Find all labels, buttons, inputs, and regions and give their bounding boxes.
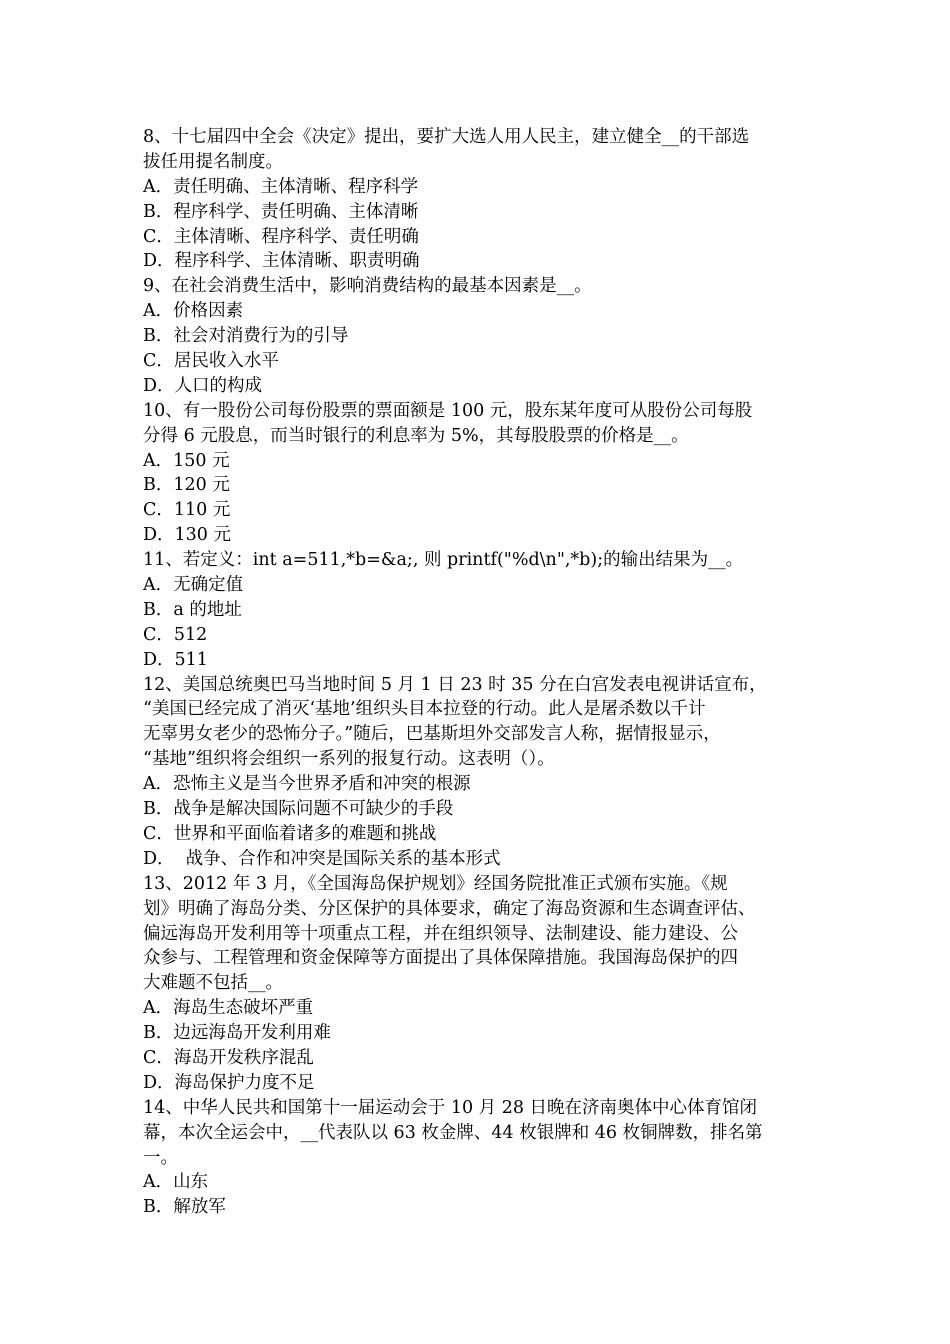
question-stem-line: 13、2012 年 3 月，《全国海岛保护规划》经国务院批准正式颁布实施。《规: [143, 873, 728, 894]
option-c: C．海岛开发秩序混乱: [143, 1047, 314, 1068]
option-d: D．海岛保护力度不足: [143, 1072, 315, 1093]
question-stem-line: 划》明确了海岛分类、分区保护的具体要求，确定了海岛资源和生态调查评估、: [143, 898, 756, 919]
option-d: D．人口的构成: [143, 375, 263, 396]
option-a: A．海岛生态破坏严重: [143, 998, 314, 1019]
question-stem-line: 众参与、工程管理和资金保障等方面提出了具体保障措施。我国海岛保护的四: [143, 948, 738, 969]
question-stem-line: 一。: [143, 1147, 178, 1168]
question-stem-line: 幕，本次全运会中，__代表队以 63 枚金牌、44 枚银牌和 46 枚铜牌数，排名第: [143, 1122, 763, 1143]
option-a: A．无确定值: [143, 575, 244, 596]
option-c: C．主体清晰、程序科学、责任明确: [143, 226, 419, 247]
option-b: B．a 的地址: [143, 599, 242, 620]
option-d: D． 战争、合作和冲突是国际关系的基本形式: [143, 848, 501, 869]
question-stem-line: 大难题不包括__。: [143, 973, 283, 994]
option-b: B．程序科学、责任明确、主体清晰: [143, 201, 419, 222]
question-stem-line: 分得 6 元股息，而当时银行的利息率为 5%，其每股股票的价格是__。: [143, 425, 689, 446]
question-13: [143, 872, 813, 1096]
option-c: C．512: [143, 624, 208, 645]
question-10: [143, 399, 813, 548]
option-a: A．恐怖主义是当今世界矛盾和冲突的根源: [143, 774, 471, 795]
question-8: [143, 125, 813, 274]
option-b: B．边远海岛开发利用难: [143, 1023, 331, 1044]
question-12: [143, 673, 813, 872]
question-stem-line: 14、中华人民共和国第十一届运动会于 10 月 28 日晚在济南奥体中心体育馆闭: [143, 1097, 758, 1118]
option-a: A．价格因素: [143, 301, 244, 322]
question-stem-line: 拔任用提名制度。: [143, 151, 283, 172]
option-b: B．120 元: [143, 475, 230, 496]
question-11: [143, 548, 813, 672]
option-d: D．130 元: [143, 525, 231, 546]
question-stem-line: 11、若定义：int a=511,*b=&a;, 则 printf("%d\n",*b);的输出结果为__。: [143, 550, 744, 571]
question-stem-line: 12、美国总统奥巴马当地时间 5 月 1 日 23 时 35 分在白宫发表电视讲话宣布，: [143, 674, 767, 695]
question-9: [143, 274, 813, 398]
question-stem-line: 9、在社会消费生活中，影响消费结构的最基本因素是__。: [143, 276, 592, 297]
question-14: [143, 1096, 813, 1220]
question-stem-line: “美国已经完成了消灭‘基地’组织头目本拉登的行动。此人是屠杀数以千计: [143, 699, 706, 720]
question-stem-line: 8、十七届四中全会《决定》提出，要扩大选人用人民主，建立健全__的干部选: [143, 127, 750, 147]
option-b: B．解放军: [143, 1197, 226, 1218]
question-stem-line: 无辜男女老少的恐怖分子。”随后，巴基斯坦外交部发言人称，据情报显示，: [143, 724, 721, 745]
document-page: [143, 125, 813, 1220]
question-stem-line: 偏远海岛开发利用等十项重点工程，并在组织领导、法制建设、能力建设、公: [143, 923, 738, 944]
option-c: C．居民收入水平: [143, 351, 279, 372]
option-a: A．150 元: [143, 450, 230, 471]
option-b: B．社会对消费行为的引导: [143, 326, 349, 347]
option-c: C．110 元: [143, 500, 231, 521]
question-stem-line: “基地”组织将会组织一系列的报复行动。这表明（）。: [143, 749, 555, 770]
option-d: D．程序科学、主体清晰、职责明确: [143, 251, 420, 272]
option-b: B．战争是解决国际问题不可缺少的手段: [143, 799, 454, 820]
option-c: C．世界和平面临着诸多的难题和挑战: [143, 823, 437, 844]
option-a: A．责任明确、主体清晰、程序科学: [143, 176, 419, 197]
option-d: D．511: [143, 649, 208, 670]
option-a: A．山东: [143, 1172, 209, 1193]
question-stem-line: 10、有一股份公司每份股票的票面额是 100 元，股东某年度可从股份公司每股: [143, 400, 753, 421]
